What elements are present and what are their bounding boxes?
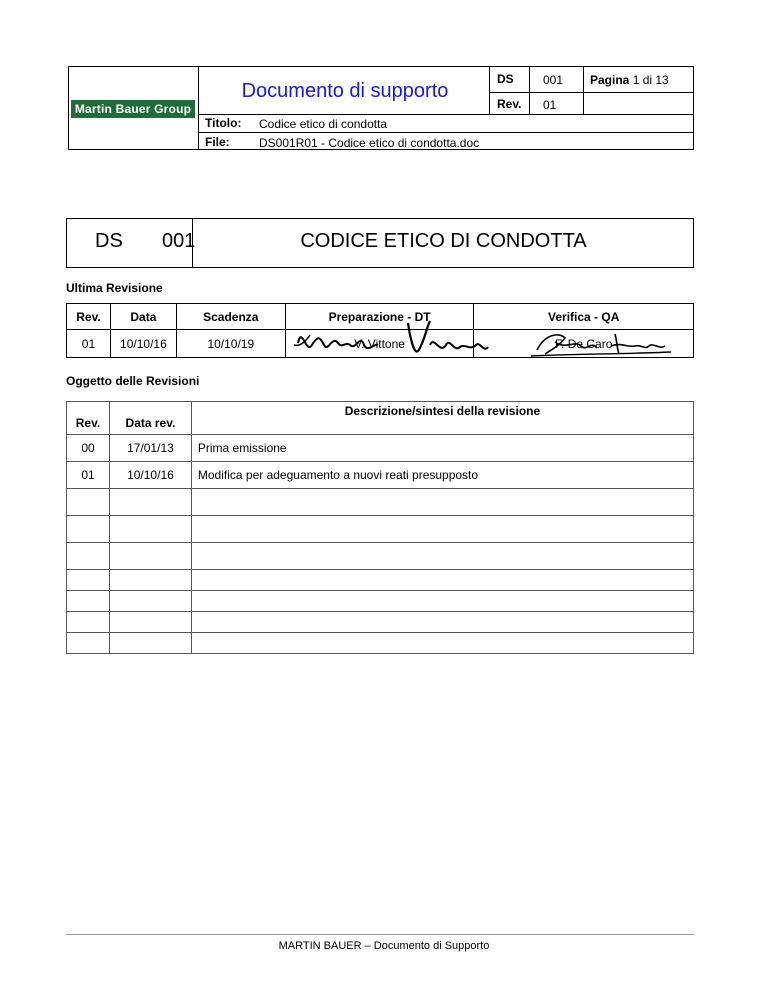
doc-number: 001: [162, 230, 196, 252]
header-divider: [198, 66, 199, 150]
ds-label: DS: [497, 72, 514, 86]
rev-cell: [67, 543, 110, 570]
date-cell: 10/10/16: [110, 330, 176, 358]
description-cell: [191, 612, 693, 633]
description-cell: [191, 591, 693, 612]
page-footer: MARTIN BAUER – Documento di Supporto: [278, 940, 490, 952]
rev-cell: [67, 633, 110, 654]
column-header: Scadenza: [176, 304, 285, 330]
description-cell: Modifica per adeguamento a nuovi reati presupposto: [191, 462, 693, 489]
column-header: Preparazione - DT: [285, 304, 474, 330]
titolo-value: Codice etico di condotta: [259, 117, 388, 131]
header-divider: [529, 66, 530, 114]
column-header: Data: [110, 304, 176, 330]
header-divider: [489, 92, 694, 93]
revision-history-table: [66, 401, 694, 654]
date-cell: [109, 516, 191, 543]
date-cell: 17/01/13: [109, 435, 191, 462]
prepared-by-cell: V. Vittone: [285, 330, 474, 358]
expiry-cell: 10/10/19: [176, 330, 285, 358]
date-cell: 10/10/16: [109, 462, 191, 489]
description-cell: [191, 570, 693, 591]
table-row: [67, 435, 694, 462]
date-cell: [109, 570, 191, 591]
rev-cell: 01: [67, 330, 111, 358]
file-label: File:: [205, 135, 230, 149]
table-row: [67, 462, 694, 489]
signature-preparazione: [290, 315, 490, 360]
date-cell: [109, 633, 191, 654]
column-header: Verifica - QA: [474, 304, 694, 330]
header-divider: [198, 114, 694, 115]
column-header: Rev.: [67, 402, 110, 435]
date-cell: [109, 591, 191, 612]
header-divider: [583, 66, 584, 114]
ultima-revisione-heading: Ultima Revisione: [66, 281, 163, 295]
doc-title: CODICE ETICO DI CONDOTTA: [300, 230, 587, 252]
table-row: [67, 633, 694, 654]
oggetto-revisioni-heading: Oggetto delle Revisioni: [66, 374, 200, 388]
signature-verifica: [525, 328, 675, 358]
description-cell: [191, 543, 693, 570]
file-value: DS001R01 - Codice etico di condotta.doc: [259, 136, 480, 150]
rev-label: Rev.: [497, 97, 522, 111]
ds-value: 001: [543, 73, 564, 87]
table-row: [67, 612, 694, 633]
rev-cell: [67, 489, 110, 516]
table-row: [67, 516, 694, 543]
page-indicator: [590, 73, 669, 87]
page-value: 1 di 13: [632, 73, 669, 87]
column-header: Descrizione/sintesi della revisione: [191, 402, 693, 435]
date-cell: [109, 543, 191, 570]
rev-cell: [67, 612, 110, 633]
column-header: Data rev.: [109, 402, 191, 435]
rev-cell: 01: [67, 462, 110, 489]
titolo-label: Titolo:: [205, 116, 242, 130]
footer-divider: [66, 934, 694, 935]
description-cell: [191, 516, 693, 543]
date-cell: [109, 489, 191, 516]
table-row: [67, 489, 694, 516]
doc-code: DS: [95, 230, 123, 252]
rev-cell: 00: [67, 435, 110, 462]
column-header: Rev.: [67, 304, 111, 330]
rev-cell: [67, 516, 110, 543]
company-logo: Martin Bauer Group: [71, 100, 195, 118]
rev-cell: [67, 570, 110, 591]
verified-by-cell: F. De Caro: [474, 330, 694, 358]
table-row: [67, 591, 694, 612]
table-row: [67, 570, 694, 591]
header-divider: [198, 132, 694, 133]
description-cell: [191, 489, 693, 516]
date-cell: [109, 612, 191, 633]
table-row: [67, 543, 694, 570]
document-type-title: Documento di supporto: [241, 80, 449, 102]
page-label: Pagina: [590, 73, 630, 87]
rev-cell: [67, 591, 110, 612]
description-cell: [191, 633, 693, 654]
rev-value: 01: [543, 98, 557, 112]
description-cell: Prima emissione: [191, 435, 693, 462]
